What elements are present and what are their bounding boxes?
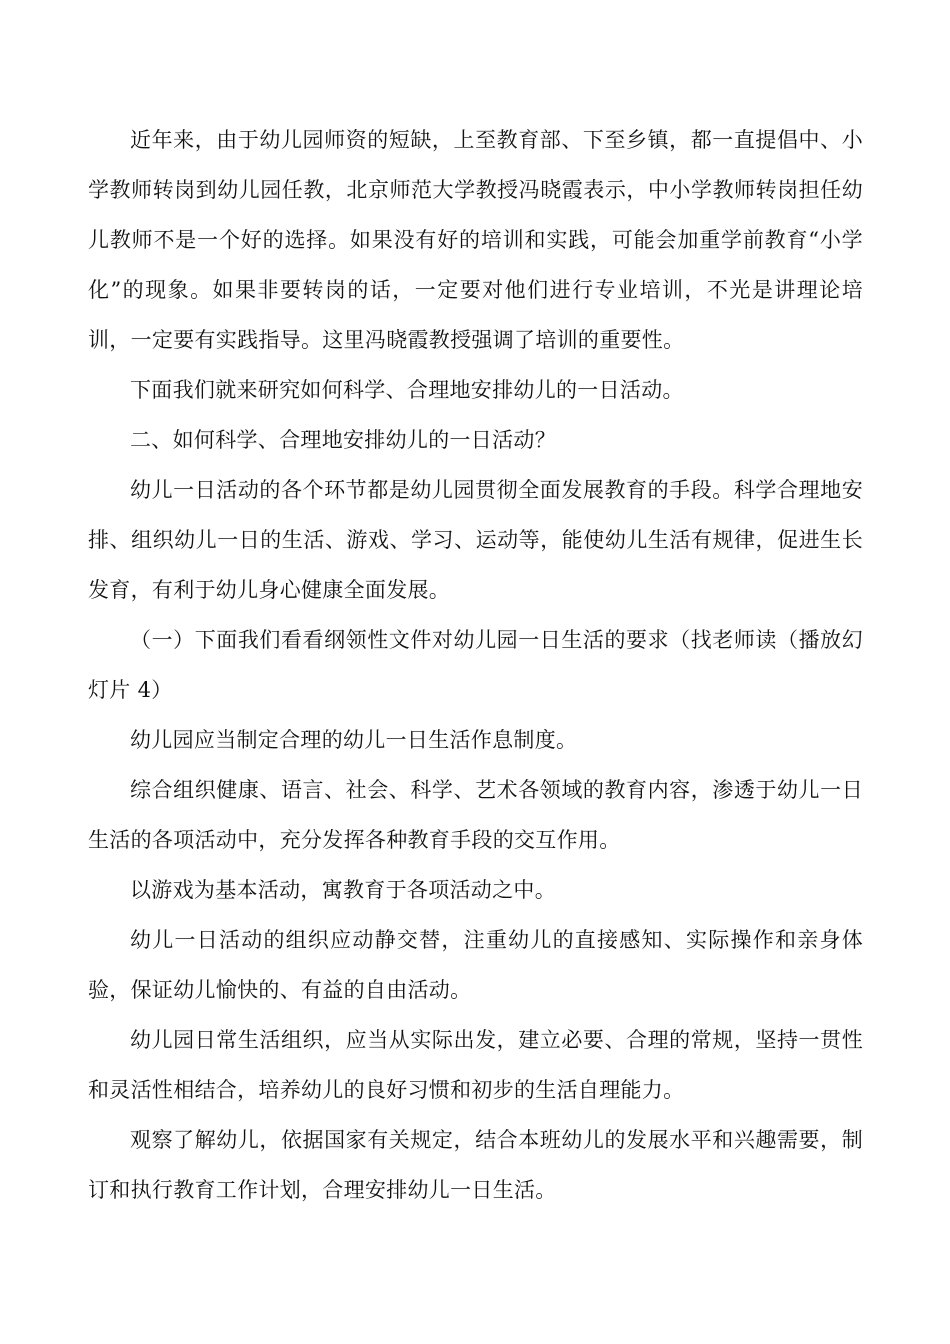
paragraph-daily-routine: 幼儿园日常生活组织，应当从实际出发，建立必要、合理的常规，坚持一贯性和灵活性相结合，培养幼儿的良好习惯和初步的生活自理能力。: [88, 1028, 863, 1102]
document-body: [88, 115, 863, 1215]
paragraph-integrated-domains: 综合组织健康、语言、社会、科学、艺术各领域的教育内容，渗透于幼儿一日生活的各项活动中，充分发挥各种教育手段的交互作用。: [88, 778, 863, 852]
paragraph-schedule-system: 幼儿园应当制定合理的幼儿一日生活作息制度。: [130, 728, 578, 752]
section-heading-2: 二、如何科学、合理地安排幼儿的一日活动？: [130, 428, 556, 452]
paragraph-daily-activities: 幼儿一日活动的各个环节都是幼儿园贯彻全面发展教育的手段。科学合理地安排、组织幼儿一日的生活、游戏、学习、运动等，能使幼儿生活有规律，促进生长发育，有利于幼儿身心健康全面发展。: [88, 478, 863, 602]
paragraph-transition: 下面我们就来研究如何科学、合理地安排幼儿的一日活动。: [130, 378, 684, 402]
paragraph-play-based: 以游戏为基本活动，寓教育于各项活动之中。: [130, 878, 556, 902]
paragraph-teacher-transfer: 近年来，由于幼儿园师资的短缺，上至教育部、下至乡镇，都一直提倡中、小学教师转岗到幼儿园任教，北京师范大学教授冯晓霞表示，中小学教师转岗担任幼儿教师不是一个好的选择。如果没有好的培训和实践，可能会加重学前教育“小学化”的现象。如果非要转岗的话，一定要对他们进行专业培训，不光是讲理论培训，一定要有实践指导。这里冯晓霞教授强调了培训的重要性。: [88, 128, 863, 352]
paragraph-observe-plan: 观察了解幼儿，依据国家有关规定，结合本班幼儿的发展水平和兴趣需要，制订和执行教育工作计划，合理安排幼儿一日生活。: [88, 1128, 863, 1202]
paragraph-dynamic-static: 幼儿一日活动的组织应动静交替，注重幼儿的直接感知、实际操作和亲身体验，保证幼儿愉快的、有益的自由活动。: [88, 928, 863, 1002]
subsection-heading-1: （一）下面我们看看纲领性文件对幼儿园一日生活的要求（找老师读（播放幻灯片 4）: [88, 628, 863, 702]
